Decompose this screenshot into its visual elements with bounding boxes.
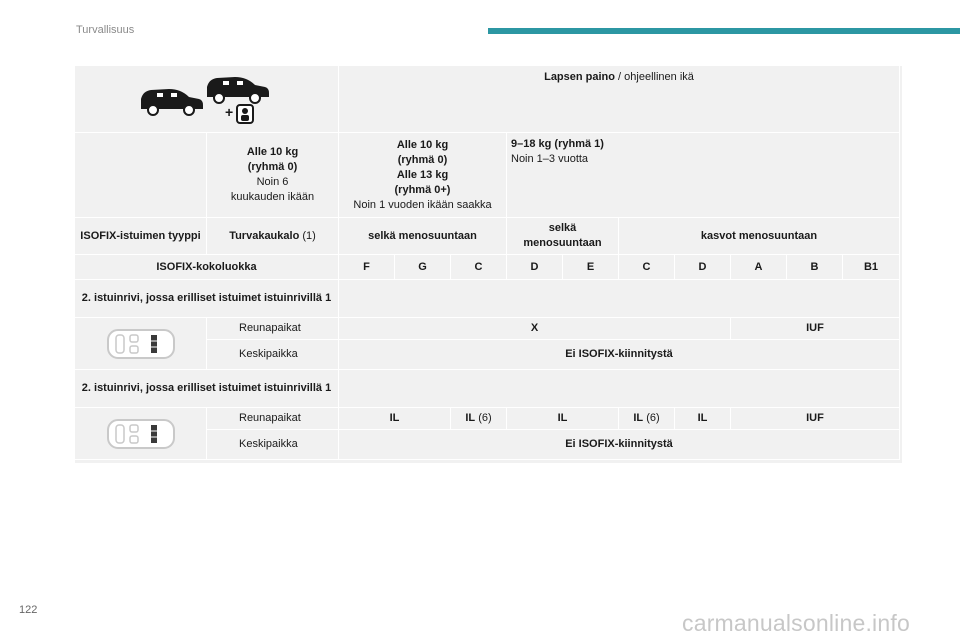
seat-layout-icon-cell [75, 408, 207, 460]
size-class-cell: A [731, 255, 787, 280]
size-class-cell: C [619, 255, 675, 280]
empty-cell [75, 133, 207, 218]
minivan-icon [139, 73, 275, 125]
size-class-label: ISOFIX-kokoluokka [75, 255, 339, 280]
outer-seats-iuf: IUF [731, 408, 900, 430]
outer-seats-label: Reunapaikat [207, 318, 339, 340]
isofix-type-rear-facing: selkä menosuuntaan [339, 218, 507, 255]
watermark: carmanualsonline.info [682, 610, 910, 636]
section-accent-bar [488, 28, 960, 34]
isofix-type-label: ISOFIX-istuimen tyyppi [75, 218, 207, 255]
page-number: 122 [19, 604, 38, 616]
empty-cell [339, 280, 900, 318]
center-seat-value: Ei ISOFIX-kiinnitystä [339, 340, 900, 370]
size-class-cell: B [787, 255, 843, 280]
outer-seats-il: IL [507, 408, 619, 430]
center-seat-label: Keskipaikka [207, 430, 339, 460]
size-class-cell: G [395, 255, 451, 280]
section2-title: 2. istuinrivi, jossa erilliset istuimet istuinrivillä 1 [75, 370, 339, 408]
section-title: Turvallisuus [76, 24, 135, 36]
center-seat-label: Keskipaikka [207, 340, 339, 370]
isofix-type-rear-facing-2: selkä menosuuntaan [507, 218, 619, 255]
isofix-table [75, 66, 902, 463]
isofix-type-forward-facing: kasvot menosuuntaan [619, 218, 900, 255]
seat-layout-icon [106, 326, 176, 362]
size-class-cell: E [563, 255, 619, 280]
isofix-type-carrycot: Turvakaukalo (1) [207, 218, 339, 255]
seat-layout-icon-cell [75, 318, 207, 370]
child-weight-header: Lapsen paino / ohjeellinen ikä [339, 66, 900, 133]
empty-cell [339, 370, 900, 408]
outer-seats-il-note: IL (6) [619, 408, 675, 430]
outer-seats-il: IL [339, 408, 451, 430]
section1-title: 2. istuinrivi, jossa erilliset istuimet istuinrivillä 1 [75, 280, 339, 318]
outer-seats-x: X [339, 318, 731, 340]
size-class-cell: D [507, 255, 563, 280]
size-class-cell: F [339, 255, 395, 280]
size-class-cell: D [675, 255, 731, 280]
outer-seats-il-note: IL (6) [451, 408, 507, 430]
size-class-cell: B1 [843, 255, 900, 280]
group-0-newborn: Alle 10 kg (ryhmä 0) Noin 6 kuukauden ikään [207, 133, 339, 218]
size-class-cell: C [451, 255, 507, 280]
svg-text:+: + [224, 104, 233, 120]
vehicle-icons-cell [75, 66, 339, 133]
outer-seats-iuf: IUF [731, 318, 900, 340]
seat-layout-icon [106, 416, 176, 452]
outer-seats-label: Reunapaikat [207, 408, 339, 430]
outer-seats-il: IL [675, 408, 731, 430]
group-1: 9–18 kg (ryhmä 1) Noin 1–3 vuotta [507, 133, 900, 218]
center-seat-value: Ei ISOFIX-kiinnitystä [339, 430, 900, 460]
group-0-plus: Alle 10 kg (ryhmä 0) Alle 13 kg (ryhmä 0+) Noin 1 vuoden ikään saakka [339, 133, 507, 218]
